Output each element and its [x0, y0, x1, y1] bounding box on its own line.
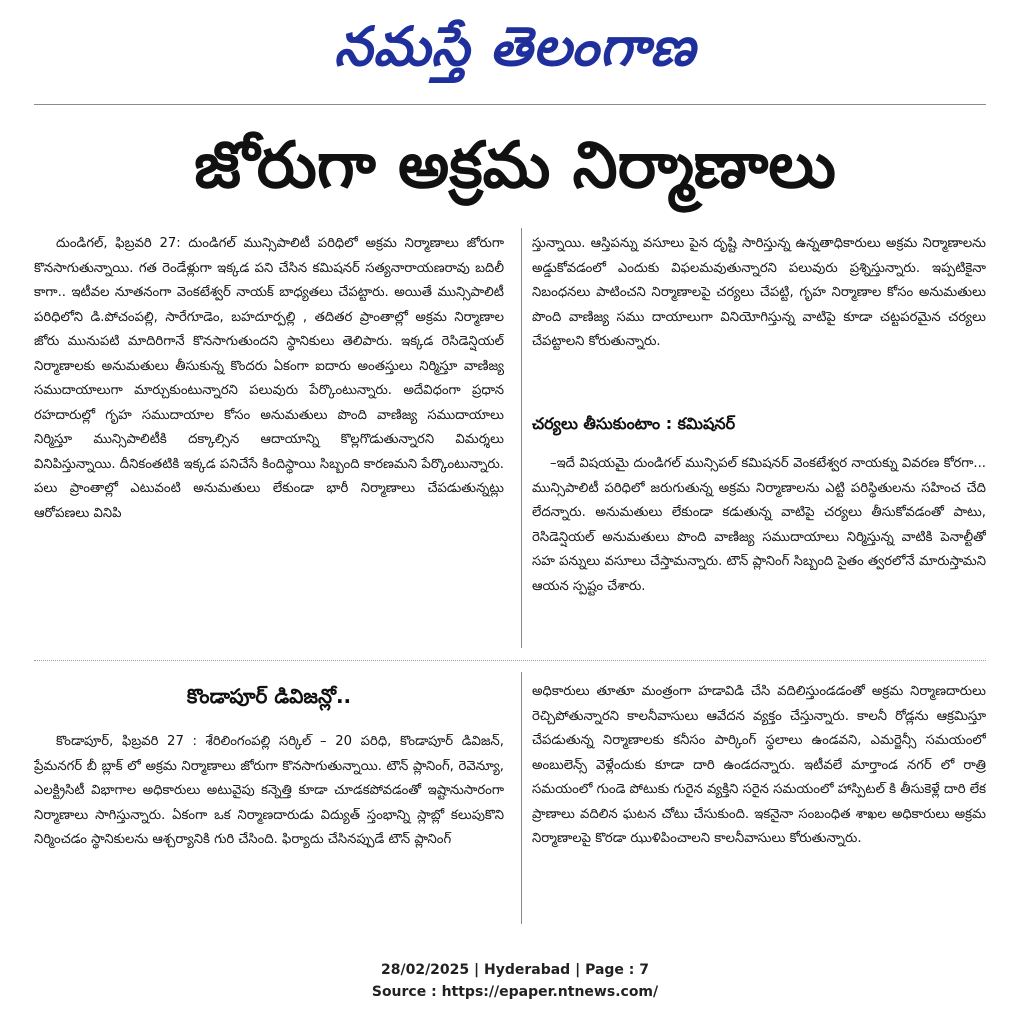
masthead-logo: నమస్తే తెలంగాణ	[334, 15, 696, 78]
masthead-divider	[34, 104, 986, 105]
story1-body-left: దుండిగల్, ఫిబ్రవరి 27: దుండిగల్ మున్సిపాలిటీ పరిధిలో అక్రమ నిర్మాణాలు జోరుగా కొనసాగుతున్నాయి. గత రెండేళ్లుగా ఇక్కడ పని చేసిన కమిషనర్ సత్యనారాయణరావు బదిలీ కాగా.. ఇటీవల నూతనంగా వెంకటేశ్వర్ నాయక్ బాధ్యతలు చేపట్టారు. అయితే మున్సిపాలిటీ పరిధిలోని డి.పోచంపల్లి, సారేగూడెం, బహదూర్పల్లి , తదితర ప్రాంతాల్లో అక్రమ నిర్మాణాల జోరు మునుపటి మాదిరిగానే కొనసాగుతుందని స్థానికులు తెలిపారు. ఇక్కడ రెసిడెన్షియల్ నిర్మాణాలకు అనుమతులు తీసుకున్న కొందరు ఏకంగా ఐదారు అంతస్తులు నిర్మిస్తూ వాణిజ్య సముదాయాలుగా మార్చుకుంటున్నారని పలువురు పేర్కొంటున్నారు. అదేవిధంగా ప్రధాన రహదారుల్లో గృహ సముదాయాల కోసం అనుమతులు పొంది వాణిజ్య సముదాయాలు నిర్మిస్తూ మున్సిపాలిటీకి దక్కాల్సిన ఆదాయాన్ని కొల్లగొడుతున్నారని విమర్శలు వినిపిస్తున్నాయి. దీనికంతటికి ఇక్కడ పనిచేసే కిందిస్థాయి సిబ్బంది కారణమని పేర్కొంటున్నారు. పలు ప్రాంతాల్లో ఎటువంటి అనుమతులు లేకుండా భారీ నిర్మాణాలు చేపడుతున్నట్లు ఆరోపణలు వినిపి	[34, 236, 504, 521]
footer-dateline: 28/02/2025 | Hyderabad | Page : 7	[380, 962, 650, 978]
story2-heading: కొండాపూర్ డివిజన్లో..	[186, 684, 352, 708]
story1-subhead: చర్యలు తీసుకుంటాం : కమిషనర్	[532, 414, 736, 433]
column-divider-bottom	[521, 672, 522, 924]
story1-body-right: స్తున్నాయి. ఆస్తిపన్ను వసూలు పైన దృష్టి సారిస్తున్న ఉన్నతాధికారులు అక్రమ నిర్మాణాలను అడ్డుకోవడంలో ఎందుకు విఫలమవుతున్నారని పలువురు ప్రశ్నిస్తున్నారు. ఇప్పటికైనా నిబంధనలు పాటించని నిర్మాణాలపై చర్యలు చేపట్టి, గృహ నిర్మాణాల కోసం అనుమతులు పొంది వాణిజ్య సము దాయాలుగా వినియోగిస్తున్న వాటిపై కూడా చట్టపరమైన చర్యలు చేపట్టాలని కోరుతున్నారు.	[532, 236, 986, 349]
story-separator	[34, 660, 986, 661]
story2-body-left: కొండాపూర్, ఫిబ్రవరి 27 : శేరిలింగంపల్లి సర్కిల్ – 20 పరిధి, కొండాపూర్ డివిజన్, ప్రేమనగర్ బీ బ్లాక్ లో అక్రమ నిర్మాణాలు జోరుగా కొనసాగుతున్నాయి. టౌన్ ప్లానింగ్, రెవెన్యూ, ఎలక్ట్రిసిటీ విభాగాల అధికారులు అటువైపు కన్నెత్తి కూడా చూడకపోవడంతో ఇష్టానుసారంగా నిర్మాణాలు సాగిస్తున్నారు. ఏకంగా ఒక నిర్మాణదారుడు విద్యుత్ స్తంభాన్ని స్లాబ్లో కలుపుకొని నిర్మించడం స్థానికులను ఆశ్చర్యానికి గురి చేసింది. ఫిర్యాదు చేసినప్పుడే టౌన్ ప్లానింగ్	[34, 734, 504, 847]
footer-source: Source : https://epaper.ntnews.com/	[371, 984, 659, 1000]
story1-commissioner-body: –ఇదే విషయమై దుండిగల్ మున్సిపల్ కమిషనర్ వెంకటేశ్వర నాయక్ను వివరణ కోరగా... మున్సిపాలిటీ పరిధిలో జరుగుతున్న అక్రమ నిర్మాణాలను ఎట్టి పరిస్థితులను సహించ చేది లేదన్నారు. అనుమతులు లేకుండా కడుతున్న వాటిపై చర్యలు తీసుకోవడంతో పాటు, రెసిడెన్షియల్ అనుమతులు పొంది వాణిజ్య సముదాయాలు నిర్మిస్తున్న వాటికి పెనాల్టీతో సహ పన్నులు వసూలు చేస్తామన్నారు. టౌన్ ప్లానింగ్ సిబ్బంది సైతం త్వరలోనే మారుస్తామని ఆయన స్పష్టం చేశారు.	[532, 456, 986, 594]
story2-body-right: అధికారులు తూతూ మంత్రంగా హడావిడి చేసి వదిలిస్తుండడంతో అక్రమ నిర్మాణదారులు రెచ్చిపోతున్నారని కాలనీవాసులు ఆవేదన వ్యక్తం చేస్తున్నారు. కాలనీ రోడ్లను ఆక్రమిస్తూ చేపడుతున్న నిర్మాణాలకు కనీసం పార్కింగ్ స్థలాలు ఉండవని, ఎమర్జెన్సీ సమయంలో అంబులెన్స్ వెళ్లేందుకు కూడా దారి ఉండదన్నారు. ఇటీవలే మార్తాండ నగర్ లో రాత్రి సమయంలో గుండె పోటుకు గురైన వ్యక్తిని సరైన సమయంలో హాస్పిటల్ కి తీసుకెళ్లే దారి లేక ప్రాణాలు వదిలిన ఘటన చోటు చేసుకుంది. ఇకనైనా సంబంధిత శాఖల అధికారులు అక్రమ నిర్మాణాలపై కొరడా ఝుళిపించాలని కాలనీవాసులు కోరుతున్నారు.	[532, 684, 986, 846]
headline: జోరుగా అక్రమ నిర్మాణాలు	[194, 129, 836, 203]
column-divider-top	[521, 228, 522, 648]
